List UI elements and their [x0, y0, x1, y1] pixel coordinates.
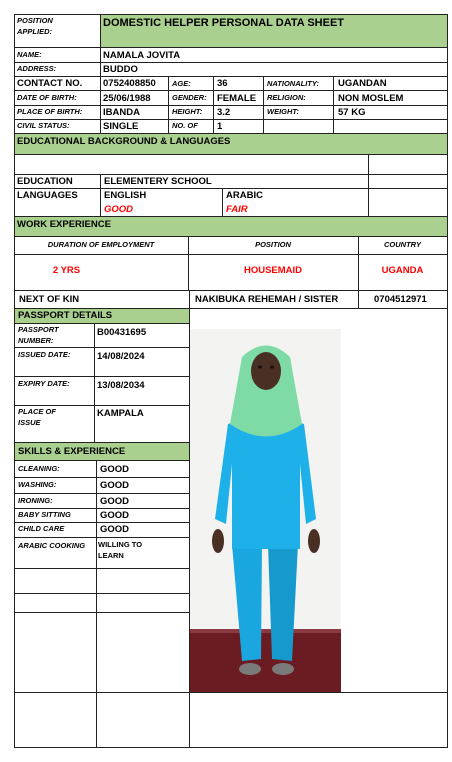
education-value: ELEMENTERY SCHOOL [104, 176, 212, 187]
kin-phone: 0704512971 [374, 294, 427, 305]
name-label: NAME: [17, 50, 42, 59]
nationality-value: UGANDAN [338, 78, 387, 89]
contact-label: CONTACT NO. [17, 78, 83, 89]
work-section-title: WORK EXPERIENCE [17, 219, 111, 230]
address-value: BUDDO [103, 64, 138, 75]
skill-label: CLEANING: [18, 464, 60, 473]
education-label: EDUCATION [17, 176, 73, 187]
applicant-photo-drawing [190, 329, 341, 692]
place-of-issue: KAMPALA [97, 408, 144, 419]
kin-name: NAKIBUKA REHEMAH / SISTER [195, 294, 339, 305]
col-country: COUNTRY [384, 240, 421, 249]
expiry-date-label: EXPIRY DATE: [18, 379, 70, 388]
passport-number-label-1: PASSPORT [18, 325, 59, 334]
pob-value: IBANDA [103, 107, 140, 118]
civil-status-label: CIVIL STATUS: [17, 121, 70, 130]
skill-label: CHILD CARE [18, 524, 65, 533]
languages-label: LANGUAGES [17, 190, 78, 201]
work-duration: 2 YRS [52, 265, 81, 276]
height-value: 3.2 [217, 107, 231, 118]
arabic-cooking-value-2: LEARN [98, 551, 124, 560]
religion-value: NON MOSLEM [338, 93, 404, 104]
language-english: ENGLISH [104, 190, 147, 201]
children-label: NO. OF [172, 121, 198, 130]
skill-value: GOOD [100, 496, 130, 507]
skill-value: GOOD [100, 524, 130, 535]
passport-section-title: PASSPORT DETAILS [18, 310, 113, 321]
kin-label: NEXT OF KIN [19, 294, 80, 305]
skill-label: WASHING: [18, 480, 57, 489]
age-value: 36 [217, 78, 228, 89]
address-label: ADDRESS: [17, 64, 57, 73]
position-applied-label-1: POSITION [17, 16, 53, 25]
page-title: DOMESTIC HELPER PERSONAL DATA SHEET [103, 17, 345, 29]
education-section-title: EDUCATIONAL BACKGROUND & LANGUAGES [17, 136, 231, 147]
age-label: AGE: [172, 79, 191, 88]
contact-value: 0752408850 [103, 78, 156, 89]
work-country: UGANDA [381, 265, 424, 276]
nationality-label: NATIONALITY: [267, 79, 319, 88]
place-of-issue-label-2: ISSUE [18, 418, 41, 427]
skill-value: GOOD [100, 510, 130, 521]
language-arabic: ARABIC [226, 190, 263, 201]
children-value: 1 [217, 121, 223, 132]
skill-label: IRONING: [18, 496, 53, 505]
col-duration: DURATION OF EMPLOYMENT [47, 240, 155, 249]
pob-label: PLACE OF BIRTH: [17, 107, 83, 116]
col-position: POSITION [255, 240, 291, 249]
passport-number-label-2: NUMBER: [18, 336, 54, 345]
position-applied-label-2: APPLIED: [17, 27, 53, 36]
name-value: NAMALA JOVITA [103, 50, 181, 61]
issued-date: 14/08/2024 [97, 351, 145, 362]
weight-value: 57 KG [338, 107, 366, 118]
height-label: HEIGHT: [172, 107, 203, 116]
civil-status-value: SINGLE [103, 121, 139, 132]
dob-value: 25/06/1988 [103, 93, 151, 104]
dob-label: DATE OF BIRTH: [17, 93, 77, 102]
arabic-cooking-label: ARABIC COOKING [18, 541, 86, 550]
place-of-issue-label-1: PLACE OF [18, 407, 56, 416]
skill-value: GOOD [100, 464, 130, 475]
work-position: HOUSEMAID [243, 265, 303, 276]
skill-label: BABY SITTING [18, 510, 71, 519]
religion-label: RELIGION: [267, 93, 306, 102]
passport-number: B00431695 [97, 327, 147, 338]
skills-section-title: SKILLS & EXPERIENCE [18, 446, 126, 457]
expiry-date: 13/08/2034 [97, 380, 145, 391]
weight-label: WEIGHT: [267, 107, 299, 116]
gender-label: GENDER: [172, 93, 207, 102]
language-arabic-level: FAIR [226, 204, 248, 215]
skill-value: GOOD [100, 480, 130, 491]
issued-date-label: ISSUED DATE: [18, 350, 71, 359]
arabic-cooking-value-1: WILLING TO [98, 540, 143, 549]
applicant-photo [190, 329, 341, 692]
language-english-level: GOOD [104, 204, 134, 215]
gender-value: FEMALE [217, 93, 257, 104]
